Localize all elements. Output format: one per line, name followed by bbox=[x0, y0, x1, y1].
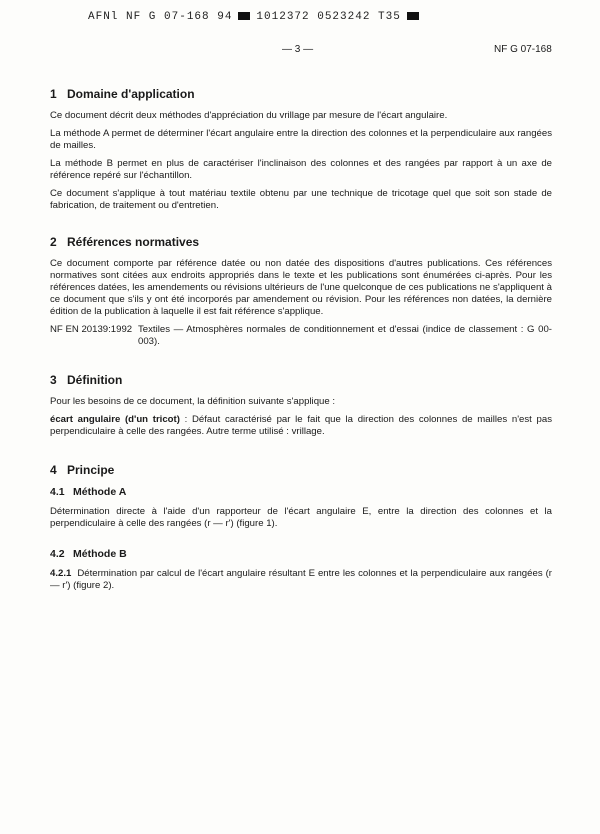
section-number: 3 bbox=[50, 373, 57, 387]
section-title: Définition bbox=[67, 373, 123, 387]
black-mark bbox=[407, 12, 419, 20]
subsection-text: Détermination par calcul de l'écart angulaire résultant E entre les colonnes et la perpendiculaire aux rangées (r — r') (figure 2). bbox=[50, 568, 552, 591]
definition-text: : Défaut caractérisé par le fait que la direction des colonnes de mailles n'est pas perpendiculaire à celle des rangées. Autre terme utilisé : vrillage. bbox=[50, 414, 553, 437]
paragraph: Ce document comporte par référence datée ou non datée des dispositions d'autres publications. Ces références normatives sont citées aux endroits appropriés dans le texte et les publications sont énumérées ci-après. Pour les références datées, les amendements ou révisions ultérieurs de l'une quelconque de ces publications ne s'appliquent à ce document que s'ils y ont été incorporés par amendement ou révision. Pour les références non datées, la dernière édition de la publication à laquelle il est fait référence s'applique. bbox=[50, 258, 552, 317]
black-mark bbox=[238, 12, 250, 20]
subsection-4-2-heading bbox=[50, 548, 552, 560]
section-2-heading bbox=[50, 236, 552, 248]
section-title: Domaine d'application bbox=[67, 87, 195, 101]
subsection-4-2-1-paragraph bbox=[50, 568, 552, 592]
section-4-heading bbox=[50, 464, 552, 476]
section-title: Références normatives bbox=[67, 235, 200, 249]
paragraph: La méthode A permet de déterminer l'écart angulaire entre la direction des colonnes et la perpendiculaire aux rangées de mailles. bbox=[50, 128, 552, 151]
reference-code: NF EN 20139:1992 bbox=[50, 324, 133, 335]
paragraph: Détermination directe à l'aide d'un rapporteur de l'écart angulaire E, entre la direction des colonnes et la perpendiculaire à celle des rangées (r — r') (figure 1). bbox=[50, 506, 552, 529]
subsection-title: Méthode B bbox=[73, 548, 127, 560]
subsection-number: 4.1 bbox=[50, 486, 65, 498]
section-number: 4 bbox=[50, 463, 57, 477]
reference-entry bbox=[50, 324, 552, 348]
subsection-number: 4.2.1 bbox=[50, 568, 72, 579]
section-number: 1 bbox=[50, 87, 57, 101]
paragraph: Ce document s'applique à tout matériau textile obtenu par une technique de tricotage quel que soit son stade de fabrication, de traitement ou d'entretien. bbox=[50, 188, 552, 211]
section-3-heading bbox=[50, 374, 552, 386]
page-number: — 3 — bbox=[282, 44, 314, 55]
subsection-number: 4.2 bbox=[50, 548, 65, 560]
paragraph: Ce document décrit deux méthodes d'appréciation du vrillage par mesure de l'écart angulaire. bbox=[50, 110, 448, 121]
paragraph: Pour les besoins de ce document, la définition suivante s'applique : bbox=[50, 396, 336, 407]
subsection-4-1-heading bbox=[50, 486, 552, 498]
section-number: 2 bbox=[50, 235, 57, 249]
subsection-title: Méthode A bbox=[73, 486, 127, 498]
document-reference: NF G 07-168 bbox=[494, 44, 552, 55]
top-code-line bbox=[88, 11, 425, 23]
reference-description: Textiles — Atmosphères normales de conditionnement et d'essai (indice de classement : G 00-003). bbox=[138, 324, 552, 347]
definition-paragraph bbox=[50, 414, 552, 438]
top-code-a: AFNl NF G 07-168 94 bbox=[88, 11, 233, 23]
section-title: Principe bbox=[67, 463, 115, 477]
section-1-heading bbox=[50, 88, 552, 100]
top-code-b: 1012372 0523242 T35 bbox=[256, 11, 401, 23]
paragraph: La méthode B permet en plus de caractériser l'inclinaison des colonnes et des rangées par rapport à un axe de référence repéré sur l'échantillon. bbox=[50, 158, 552, 181]
document-body bbox=[50, 88, 552, 598]
defined-term: écart angulaire (d'un tricot) bbox=[50, 414, 180, 425]
